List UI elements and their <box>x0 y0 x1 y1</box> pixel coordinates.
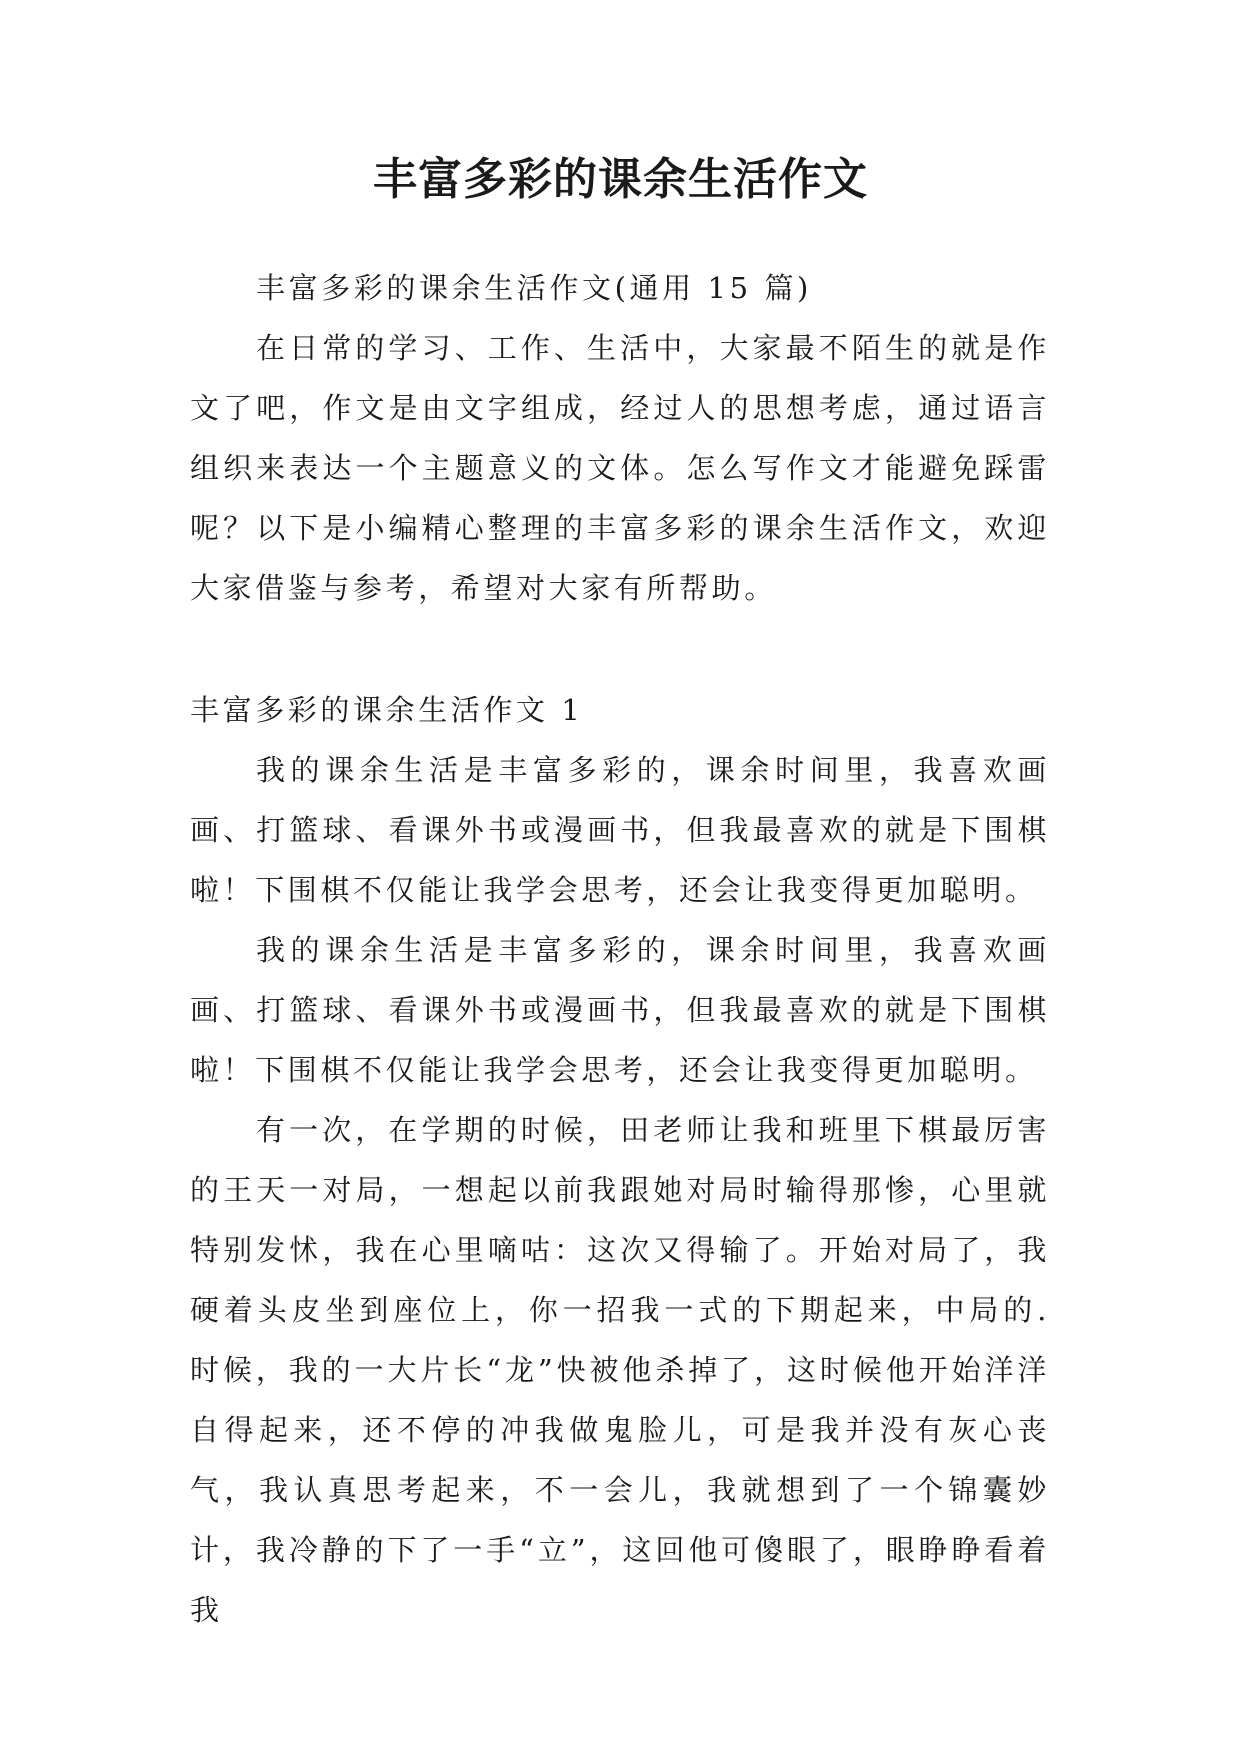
document-subtitle: 丰富多彩的课余生活作文(通用 15 篇) <box>256 271 812 305</box>
body-paragraph: 有一次，在学期的时候，田老师让我和班里下棋最厉害的王天一对局，一想起以前我跟她对局时输得那惨，心里就特别发怵，我在心里嘀咕：这次又得输了。开始对局了，我硬着头皮坐到座位上，你一招我一式的下期起来，中局的.时候，我的一大片长“龙”快被他杀掉了，这时候他开始洋洋自得起来，还不停的冲我做鬼脸儿，可是我并没有灰心丧气，我认真思考起来，不一会儿，我就想到了一个锦囊妙计，我冷静的下了一手“立”，这回他可傻眼了，眼睁睁看着我 <box>190 1113 1050 1627</box>
document-body <box>190 258 1050 1640</box>
intro-paragraph: 在日常的学习、工作、生活中，大家最不陌生的就是作文了吧，作文是由文字组成，经过人的思想考虑，通过语言组织来表达一个主题意义的文体。怎么写作文才能避免踩雷呢？以下是小编精心整理的丰富多彩的课余生活作文，欢迎大家借鉴与参考，希望对大家有所帮助。 <box>190 331 1050 605</box>
body-paragraph: 我的课余生活是丰富多彩的，课余时间里，我喜欢画画、打篮球、看课外书或漫画书，但我最喜欢的就是下围棋啦！下围棋不仅能让我学会思考，还会让我变得更加聪明。 <box>190 933 1050 1087</box>
document-title: 丰富多彩的课余生活作文 <box>373 154 868 205</box>
section-heading: 丰富多彩的课余生活作文 1 <box>190 693 584 727</box>
section-spacer <box>190 618 1050 680</box>
body-paragraph: 我的课余生活是丰富多彩的，课余时间里，我喜欢画画、打篮球、看课外书或漫画书，但我最喜欢的就是下围棋啦！下围棋不仅能让我学会思考，还会让我变得更加聪明。 <box>190 753 1050 907</box>
